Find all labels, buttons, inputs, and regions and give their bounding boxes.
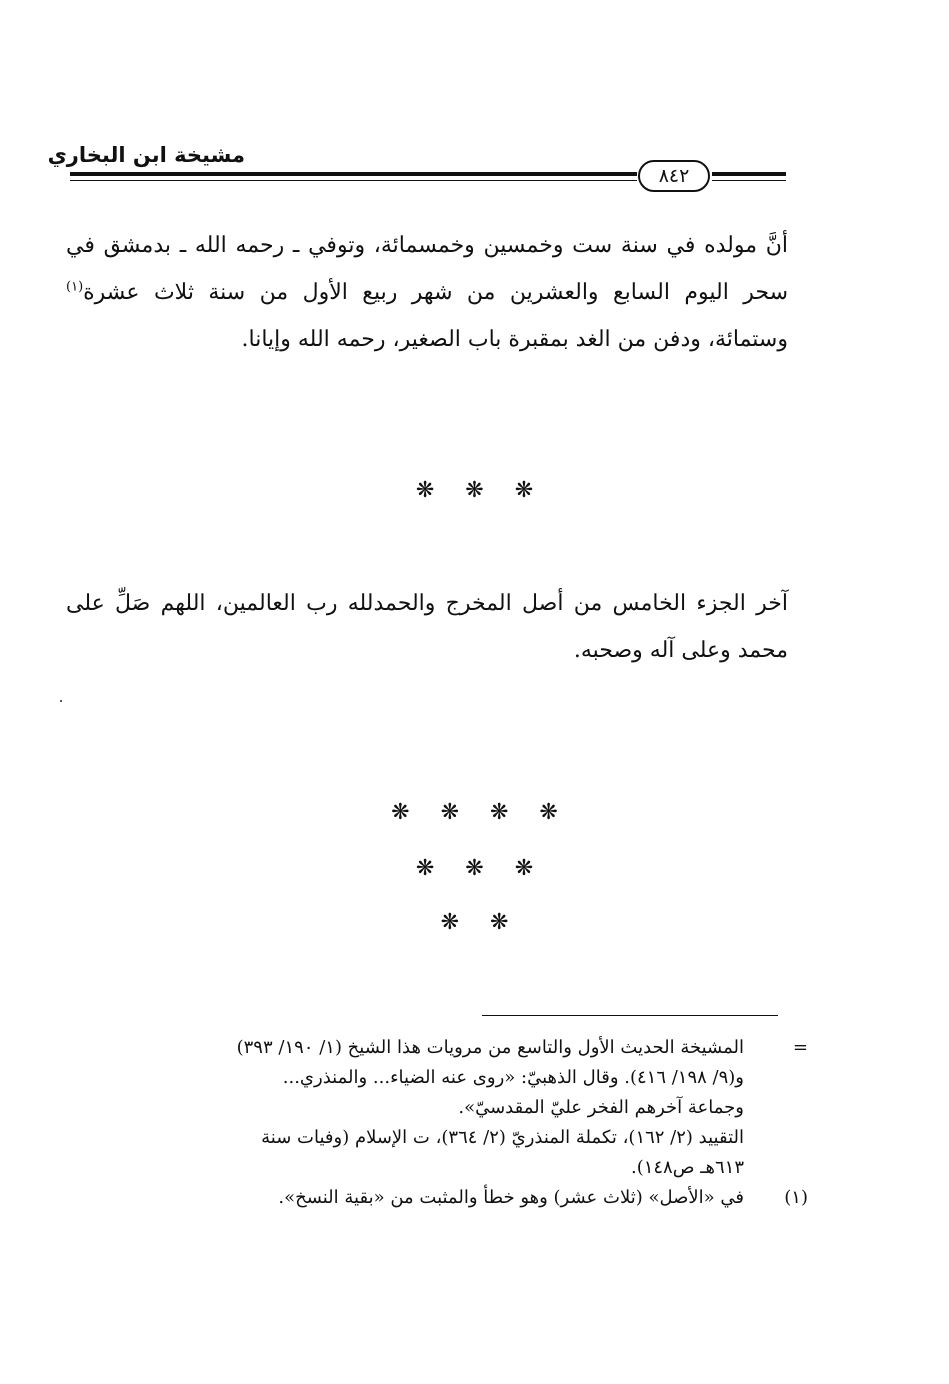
footnote-reference[interactable]: (١): [66, 279, 84, 295]
stray-dot: [60, 700, 62, 702]
footnote-continuation-text-5: ٦١٣هـ ص١٤٨).: [630, 1157, 744, 1178]
main-paragraph: [66, 222, 788, 363]
footnote-1: [68, 1183, 808, 1213]
footnote-continuation-text-2: و(٩/ ١٩٨/ ٤١٦). وقال الذهبيّ: «روى عنه الضياء... والمنذري...: [282, 1067, 744, 1088]
footnotes: [68, 1033, 808, 1213]
ornament-row-3: ❋ ❋: [440, 910, 509, 935]
footnote-continuation-marker: =: [792, 1037, 808, 1058]
footnote-continuation-text-4: التقييد (٢/ ١٦٢)، تكملة المنذريّ (٢/ ٣٦٤)، ت الإسلام (وفيات سنة: [261, 1127, 744, 1148]
header-rule-right-thick: [712, 172, 786, 176]
main-paragraph-text: أنَّ مولده في سنة ست وخمسين وخمسمائة، وتوفي ـ رحمه الله ـ بدمشق في سحر اليوم السابع والعشرين من شهر ربيع الأول من سنة ثلاث عشرة: [66, 233, 788, 305]
header-rule-thick: [70, 172, 637, 176]
main-paragraph-tail: وستمائة، ودفن من الغد بمقبرة باب الصغير، رحمه الله وإيانا.: [241, 327, 788, 352]
footnote-1-text: في «الأصل» (ثلاث عشر) وهو خطأ والمثبت من «بقية النسخ».: [278, 1187, 744, 1208]
header-rule-thin: [70, 180, 637, 181]
closing-paragraph: آخر الجزء الخامس من أصل المخرج والحمدلله رب العالمين، اللهم صَلِّ على محمد وعلى آله وصحبه.: [66, 591, 788, 663]
running-header-title: مشيخة ابن البخاري: [47, 143, 245, 167]
footnote-continuation-text-1: المشيخة الحديث الأول والتاسع من مرويات هذا الشيخ (١/ ١٩٠/ ٣٩٣): [236, 1037, 744, 1058]
footnote-continuation-line: [68, 1033, 808, 1063]
section-separator: ❋ ❋ ❋: [415, 478, 534, 503]
footnote-separator-rule: [482, 1015, 778, 1016]
page-number-badge: ٨٤٢: [638, 160, 710, 192]
ornament-row-1: ❋ ❋ ❋ ❋: [391, 800, 558, 825]
header-rule-right-thin: [712, 180, 786, 181]
footnote-1-marker: (١): [784, 1187, 808, 1208]
ornament-row-2: ❋ ❋ ❋: [415, 856, 534, 881]
footnote-continuation-text-3: وجماعة آخرهم الفخر عليّ المقدسيّ».: [458, 1097, 744, 1118]
